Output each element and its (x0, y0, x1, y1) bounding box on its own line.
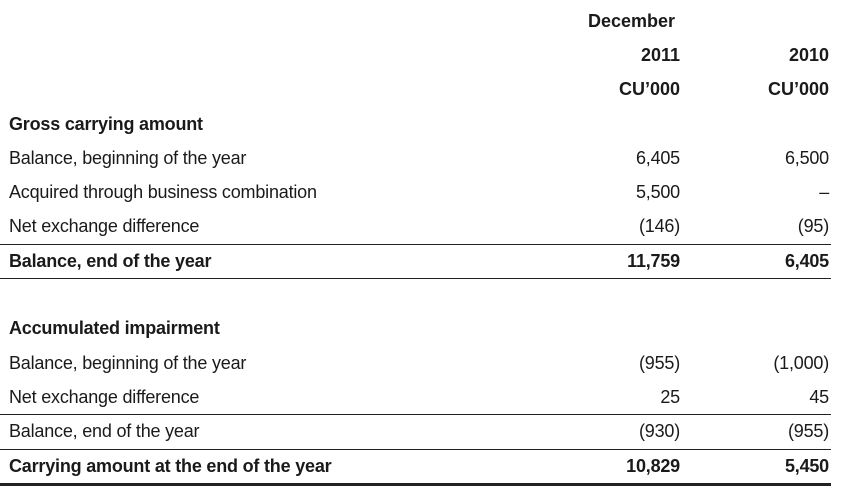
value-2010: 45 (809, 387, 829, 407)
value-2010: – (819, 182, 829, 202)
period-header: December (588, 11, 676, 31)
row-label: Net exchange difference (9, 387, 200, 407)
value-2011: 5,500 (635, 182, 680, 202)
value-2010: 6,500 (784, 148, 829, 168)
value-2011: 25 (660, 387, 680, 407)
total-row (0, 246, 849, 276)
double-underline (0, 483, 831, 486)
total-row (0, 451, 849, 481)
value-2011: 10,829 (626, 456, 680, 476)
table-row (0, 211, 849, 241)
divider-line (0, 414, 831, 415)
value-2011: 6,405 (635, 148, 680, 168)
value-2010: (955) (787, 421, 829, 441)
value-2011: (955) (638, 353, 680, 373)
divider-line (0, 449, 831, 450)
section-heading-label: Gross carrying amount (9, 114, 203, 134)
year-2011-header: 2011 (640, 45, 680, 65)
divider-line (0, 278, 831, 279)
section-heading-label: Accumulated impairment (9, 318, 220, 338)
table-row (0, 348, 849, 378)
row-label: Balance, beginning of the year (9, 148, 247, 168)
value-2011: (146) (638, 216, 680, 236)
value-2010: 6,405 (784, 251, 829, 271)
section-heading (0, 313, 849, 343)
table-row (0, 143, 849, 173)
unit-2011-header: CU’000 (618, 79, 680, 99)
table-row (0, 382, 849, 412)
table-row (0, 416, 849, 446)
unit-2010-header: CU’000 (767, 79, 829, 99)
row-label: Balance, end of the year (9, 251, 212, 271)
row-label: Balance, beginning of the year (9, 353, 247, 373)
value-2011: 11,759 (627, 251, 680, 271)
value-2010: (1,000) (773, 353, 829, 373)
row-label: Net exchange difference (9, 216, 200, 236)
value-2011: (930) (638, 421, 680, 441)
row-label: Acquired through business combination (9, 182, 317, 202)
table-row (0, 177, 849, 207)
value-2010: 5,450 (784, 456, 829, 476)
divider-line (0, 244, 831, 245)
row-label: Balance, end of the year (9, 421, 200, 441)
section-heading (0, 109, 849, 139)
value-2010: (95) (797, 216, 829, 236)
row-label: Carrying amount at the end of the year (9, 456, 332, 476)
year-2010-header: 2010 (788, 45, 829, 65)
